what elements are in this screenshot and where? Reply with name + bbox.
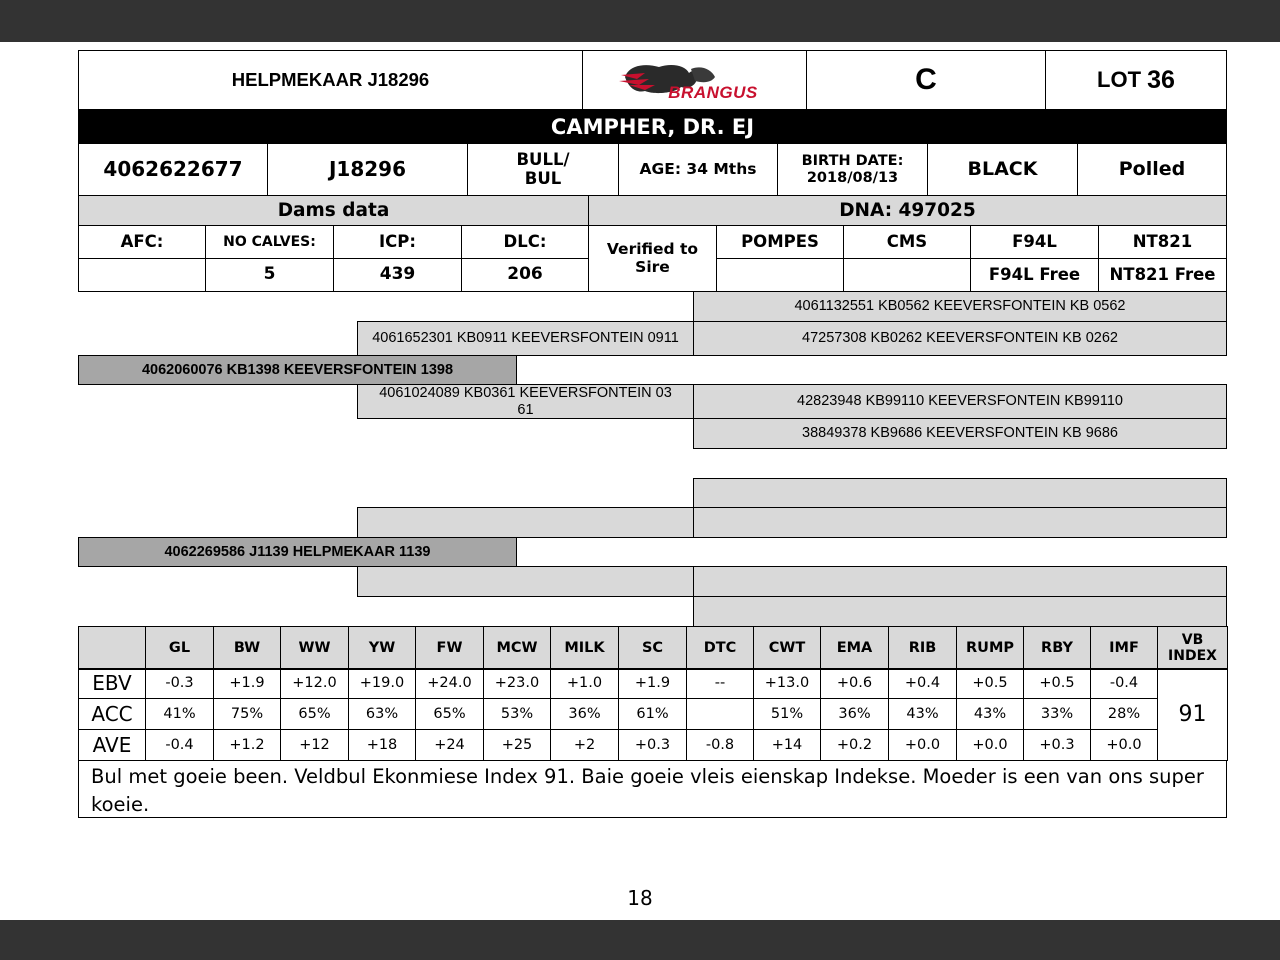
dams-data-title-text: Dams data: [277, 199, 390, 221]
pompes-label: POMPES: [741, 231, 819, 251]
ebv-cell: 75%: [213, 698, 281, 730]
nt821-value: NT821 Free: [1109, 264, 1216, 284]
f94l-value: F94L Free: [988, 264, 1081, 284]
animal-name-text: HELPMEKAAR J18296: [231, 69, 430, 91]
ebv-cell: +0.0: [888, 729, 957, 761]
ebv-cell: +24: [415, 729, 484, 761]
ebv-column-header: CWT: [753, 626, 821, 670]
nt821-label: NT821: [1132, 231, 1193, 251]
ebv-cell: -0.4: [1090, 668, 1158, 699]
ebv-column-header: SC: [618, 626, 687, 670]
afc-value: [78, 258, 206, 292]
dna-test-value-pompes: [716, 258, 844, 292]
tag-number-text: J18296: [328, 157, 407, 181]
pedigree-sdd-text: 38849378 KB9686 KEEVERSFONTEIN KB 9686: [802, 425, 1118, 442]
ebv-cell: 65%: [280, 698, 349, 730]
ebv-cell: -0.3: [145, 668, 214, 699]
ebv-cell: 41%: [145, 698, 214, 730]
afc-label: [78, 225, 206, 259]
pedigree-sire-dam-dam: [693, 418, 1227, 449]
ebv-cell: +2: [550, 729, 619, 761]
ebv-cell: +0.0: [1090, 729, 1158, 761]
id-number-text: 4062622677: [103, 157, 243, 181]
grade: [806, 50, 1046, 110]
lot-number: [1045, 50, 1227, 110]
ebv-column-header: MILK: [550, 626, 619, 670]
age: [618, 143, 778, 196]
pedigree-sds-text: 42823948 KB99110 KEEVERSFONTEIN KB99110: [797, 393, 1123, 410]
ebv-cell: 36%: [820, 698, 889, 730]
ebv-cell: +24.0: [415, 668, 484, 699]
vb-index-value: 91: [1157, 668, 1228, 761]
afc-label-text: AFC:: [120, 231, 164, 251]
ebv-cell: [686, 698, 754, 730]
pedigree-sire-dam-text: 4061024089 KB0361 KEEVERSFONTEIN 03 61: [379, 384, 672, 418]
pedigree-dam-dam-sire: [693, 566, 1227, 597]
ebv-column-header: RBY: [1023, 626, 1091, 670]
ebv-cell: 36%: [550, 698, 619, 730]
ebv-cell: +0.3: [618, 729, 687, 761]
ebv-cell: +0.5: [956, 668, 1024, 699]
dlc-label-text: DLC:: [503, 231, 547, 251]
ebv-column-header: FW: [415, 626, 484, 670]
pedigree-dam-dam-dam: [693, 596, 1227, 627]
vb-index-label-line2: INDEX: [1168, 648, 1217, 664]
verified-line2: Sire: [635, 257, 670, 276]
animal-name: [78, 50, 583, 110]
dna-test-value-nt821: [1098, 258, 1227, 292]
ebv-row-label: EBV: [78, 668, 146, 699]
dna-title: [588, 195, 1227, 226]
ebv-cell: +0.5: [1023, 668, 1091, 699]
dna-title-text: DNA: 497025: [839, 199, 976, 221]
ebv-cell: 43%: [956, 698, 1024, 730]
comment-box: [78, 760, 1227, 818]
verified-line1: Verified to: [606, 239, 699, 258]
dna-test-value-f94l: [970, 258, 1099, 292]
ebv-column-header: GL: [145, 626, 214, 670]
lot-label: LOT: [1097, 67, 1142, 93]
icp-label: [333, 225, 462, 259]
icp-label-text: ICP:: [379, 231, 416, 251]
horn-status: [1077, 143, 1227, 196]
ebv-cell: 51%: [753, 698, 821, 730]
ebv-row-label: AVE: [78, 729, 146, 761]
dlc-value-text: 206: [507, 264, 543, 285]
ebv-cell: +0.6: [820, 668, 889, 699]
ebv-header-corner: [78, 626, 146, 670]
pedigree-dam-text: 4062269586 J1139 HELPMEKAAR 1139: [164, 543, 431, 560]
pedigree-sire-sire-sire: [693, 291, 1227, 322]
ebv-cell: +25: [483, 729, 551, 761]
ebv-cell: 53%: [483, 698, 551, 730]
grade-text: C: [915, 62, 937, 96]
ebv-cell: +23.0: [483, 668, 551, 699]
f94l-label: F94L: [1012, 231, 1057, 251]
no-calves-value: [205, 258, 334, 292]
pedigree-sire-dam-sire: [693, 384, 1227, 419]
sex-line2: BUL: [524, 168, 562, 188]
cms-label: CMS: [886, 231, 928, 251]
age-text: AGE: 34 Mths: [639, 159, 757, 178]
ebv-column-header: DTC: [686, 626, 754, 670]
dna-test-label-f94l: [970, 225, 1099, 259]
birth-date-label: BIRTH DATE:: [801, 152, 904, 169]
logo-wordmark: [658, 82, 768, 104]
colour: [927, 143, 1078, 196]
ebv-cell: +12: [280, 729, 349, 761]
ebv-cell: +12.0: [280, 668, 349, 699]
ebv-cell: +14: [753, 729, 821, 761]
dlc-label: [461, 225, 589, 259]
ebv-cell: +0.4: [888, 668, 957, 699]
ebv-column-header: RUMP: [956, 626, 1024, 670]
pedigree-ssd-text: 47257308 KB0262 KEEVERSFONTEIN KB 0262: [802, 330, 1118, 347]
vb-index-label-line1: VB: [1181, 631, 1204, 648]
ebv-cell: +1.0: [550, 668, 619, 699]
comment-text: Bul met goeie been. Veldbul Ekonmiese Index 91. Baie goeie vleis eienskap Indekse. Moeder is een van ons super koeie.: [91, 765, 1204, 816]
top-frame-bar: [0, 0, 1280, 42]
dlc-value: [461, 258, 589, 292]
dna-test-value-cms: [843, 258, 971, 292]
ebv-cell: +0.3: [1023, 729, 1091, 761]
birth-date: [777, 143, 928, 196]
sex-line1: BULL/: [516, 149, 570, 169]
ebv-cell: -0.4: [145, 729, 214, 761]
pedigree-sire-sire: [357, 321, 694, 356]
id-number: [78, 143, 268, 196]
tag-number: [267, 143, 468, 196]
breeder-name: [78, 110, 1227, 144]
ebv-cell: --: [686, 668, 754, 699]
breeder-name-text: CAMPHER, DR. EJ: [550, 114, 755, 139]
ebv-cell: 65%: [415, 698, 484, 730]
page-number-text: 18: [627, 886, 653, 910]
pedigree-sire-sire-text: 4061652301 KB0911 KEEVERSFONTEIN 0911: [372, 330, 679, 347]
lot-value: 36: [1147, 65, 1175, 94]
pedigree-dam-sire: [357, 507, 694, 538]
ebv-cell: +1.2: [213, 729, 281, 761]
ebv-row-label: ACC: [78, 698, 146, 730]
ebv-column-header: YW: [348, 626, 416, 670]
ebv-cell: +1.9: [213, 668, 281, 699]
dna-test-label-nt821: [1098, 225, 1227, 259]
ebv-cell: 33%: [1023, 698, 1091, 730]
pedigree-sire-text: 4062060076 KB1398 KEEVERSFONTEIN 1398: [141, 361, 454, 378]
pedigree-dam: [78, 537, 517, 567]
ebv-column-header: WW: [280, 626, 349, 670]
pedigree-dam-dam: [357, 566, 694, 597]
ebv-cell: +0.0: [956, 729, 1024, 761]
pedigree-dam-sire-sire: [693, 478, 1227, 508]
no-calves-value-text: 5: [263, 264, 276, 285]
pedigree-dam-sire-dam: [693, 507, 1227, 538]
logo-wordmark-text: BRANGUS: [668, 83, 758, 103]
pedigree-sire-sire-dam: [693, 321, 1227, 356]
ebv-cell: 28%: [1090, 698, 1158, 730]
ebv-cell: +18: [348, 729, 416, 761]
ebv-cell: +1.9: [618, 668, 687, 699]
ebv-cell: +0.2: [820, 729, 889, 761]
ebv-cell: 61%: [618, 698, 687, 730]
verified-to-sire: [588, 225, 717, 292]
ebv-column-header: BW: [213, 626, 281, 670]
icp-value-text: 439: [379, 264, 416, 285]
sex: [467, 143, 619, 196]
pedigree-sire: [78, 355, 517, 385]
ebv-column-header: MCW: [483, 626, 551, 670]
pedigree-sss-text: 4061132551 KB0562 KEEVERSFONTEIN KB 0562: [794, 298, 1126, 315]
page-number: [600, 886, 680, 910]
ebv-cell: +19.0: [348, 668, 416, 699]
ebv-cell: 43%: [888, 698, 957, 730]
icp-value: [333, 258, 462, 292]
ebv-column-header: IMF: [1090, 626, 1158, 670]
colour-text: BLACK: [967, 157, 1038, 180]
ebv-column-header: EMA: [820, 626, 889, 670]
ebv-cell: +13.0: [753, 668, 821, 699]
horn-status-text: Polled: [1118, 157, 1186, 180]
no-calves-label-text: NO CALVES:: [223, 233, 316, 250]
ebv-cell: -0.8: [686, 729, 754, 761]
birth-date-value: 2018/08/13: [806, 169, 899, 186]
dna-test-label-cms: [843, 225, 971, 259]
ebv-cell: 63%: [348, 698, 416, 730]
pedigree-sire-dam: [357, 384, 694, 419]
no-calves-label: [205, 225, 334, 259]
ebv-column-header: RIB: [888, 626, 957, 670]
dna-test-label-pompes: [716, 225, 844, 259]
vb-index-header: [1157, 626, 1228, 670]
dams-data-title: [78, 195, 589, 226]
bottom-frame-bar: [0, 920, 1280, 960]
